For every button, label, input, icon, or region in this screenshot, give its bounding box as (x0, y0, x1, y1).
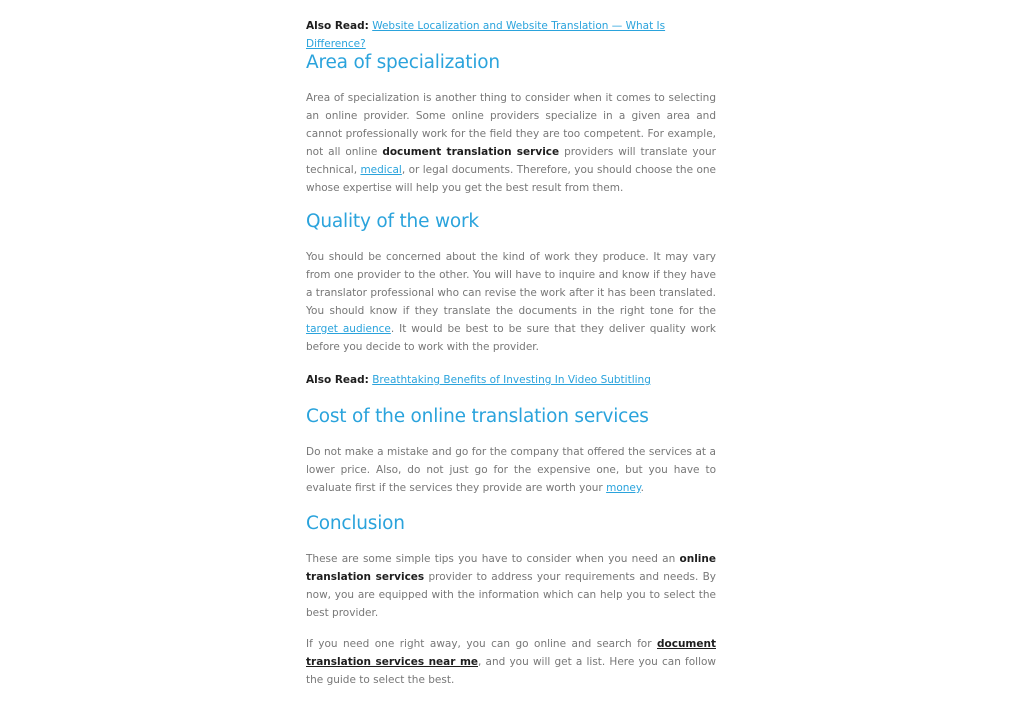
bold-document-translation-service: document translation service (382, 146, 560, 158)
also-read-link-video-subtitling[interactable]: Breathtaking Benefits of Investing In Video Subtitling (372, 374, 651, 386)
link-money[interactable]: money (606, 482, 641, 494)
also-read-2 (306, 371, 716, 389)
also-read-label: Also Read: (306, 20, 369, 32)
heading-cost-of-services: Cost of the online translation services (306, 406, 649, 427)
heading-conclusion: Conclusion (306, 513, 405, 534)
bold-online-translation-services: online translation services (306, 553, 716, 583)
also-read-label: Also Read: (306, 374, 369, 386)
paragraph-conclusion-2 (306, 635, 716, 689)
text-span: If you need one right away, you can go online and search for (306, 638, 657, 650)
paragraph-specialization (306, 89, 716, 197)
text-span: , or legal documents. Therefore, you should choose the one whose expertise will help you get the best result from them. (306, 164, 716, 194)
text-span: These are some simple tips you have to consider when you need an (306, 553, 680, 565)
text-span: providers will translate your technical, (306, 146, 716, 176)
paragraph-quality (306, 248, 716, 356)
text-span: , and you will get a list. Here you can follow the guide to select the best. (306, 656, 717, 686)
link-target-audience[interactable]: target audience (306, 323, 391, 335)
also-read-1 (306, 17, 716, 53)
paragraph-cost (306, 443, 716, 497)
heading-area-of-specialization: Area of specialization (306, 52, 500, 73)
text-span: Area of specialization is another thing to consider when it comes to selecting an online provider. Some online providers specialize in a given area and cannot professionally work for the field they are too competent. For example, not all online (306, 92, 716, 158)
link-medical[interactable]: medical (360, 164, 402, 176)
also-read-link-website-localization[interactable]: Website Localization and Website Translation — What Is Difference? (306, 20, 666, 50)
text-span: . It would be best to be sure that they deliver quality work before you decide to work with the provider. (306, 323, 716, 353)
text-span: You should be concerned about the kind of work they produce. It may vary from one provider to the other. You will have to inquire and know if they have a translator professional who can revise the work after it has been translated. You should know if they translate the documents in the right tone for the (306, 251, 716, 317)
heading-quality-of-the-work: Quality of the work (306, 211, 479, 232)
link-document-translation-services-near-me[interactable]: document translation services near me (306, 638, 716, 668)
paragraph-conclusion-1 (306, 550, 716, 622)
text-span: . (640, 482, 644, 494)
text-span: provider to address your requirements and needs. By now, you are equipped with the information which can help you to select the best provider. (306, 571, 716, 619)
text-span: Do not make a mistake and go for the company that offered the services at a lower price. Also, do not just go for the expensive one, but you have to evaluate first if the services they provide are worth your (306, 446, 716, 494)
